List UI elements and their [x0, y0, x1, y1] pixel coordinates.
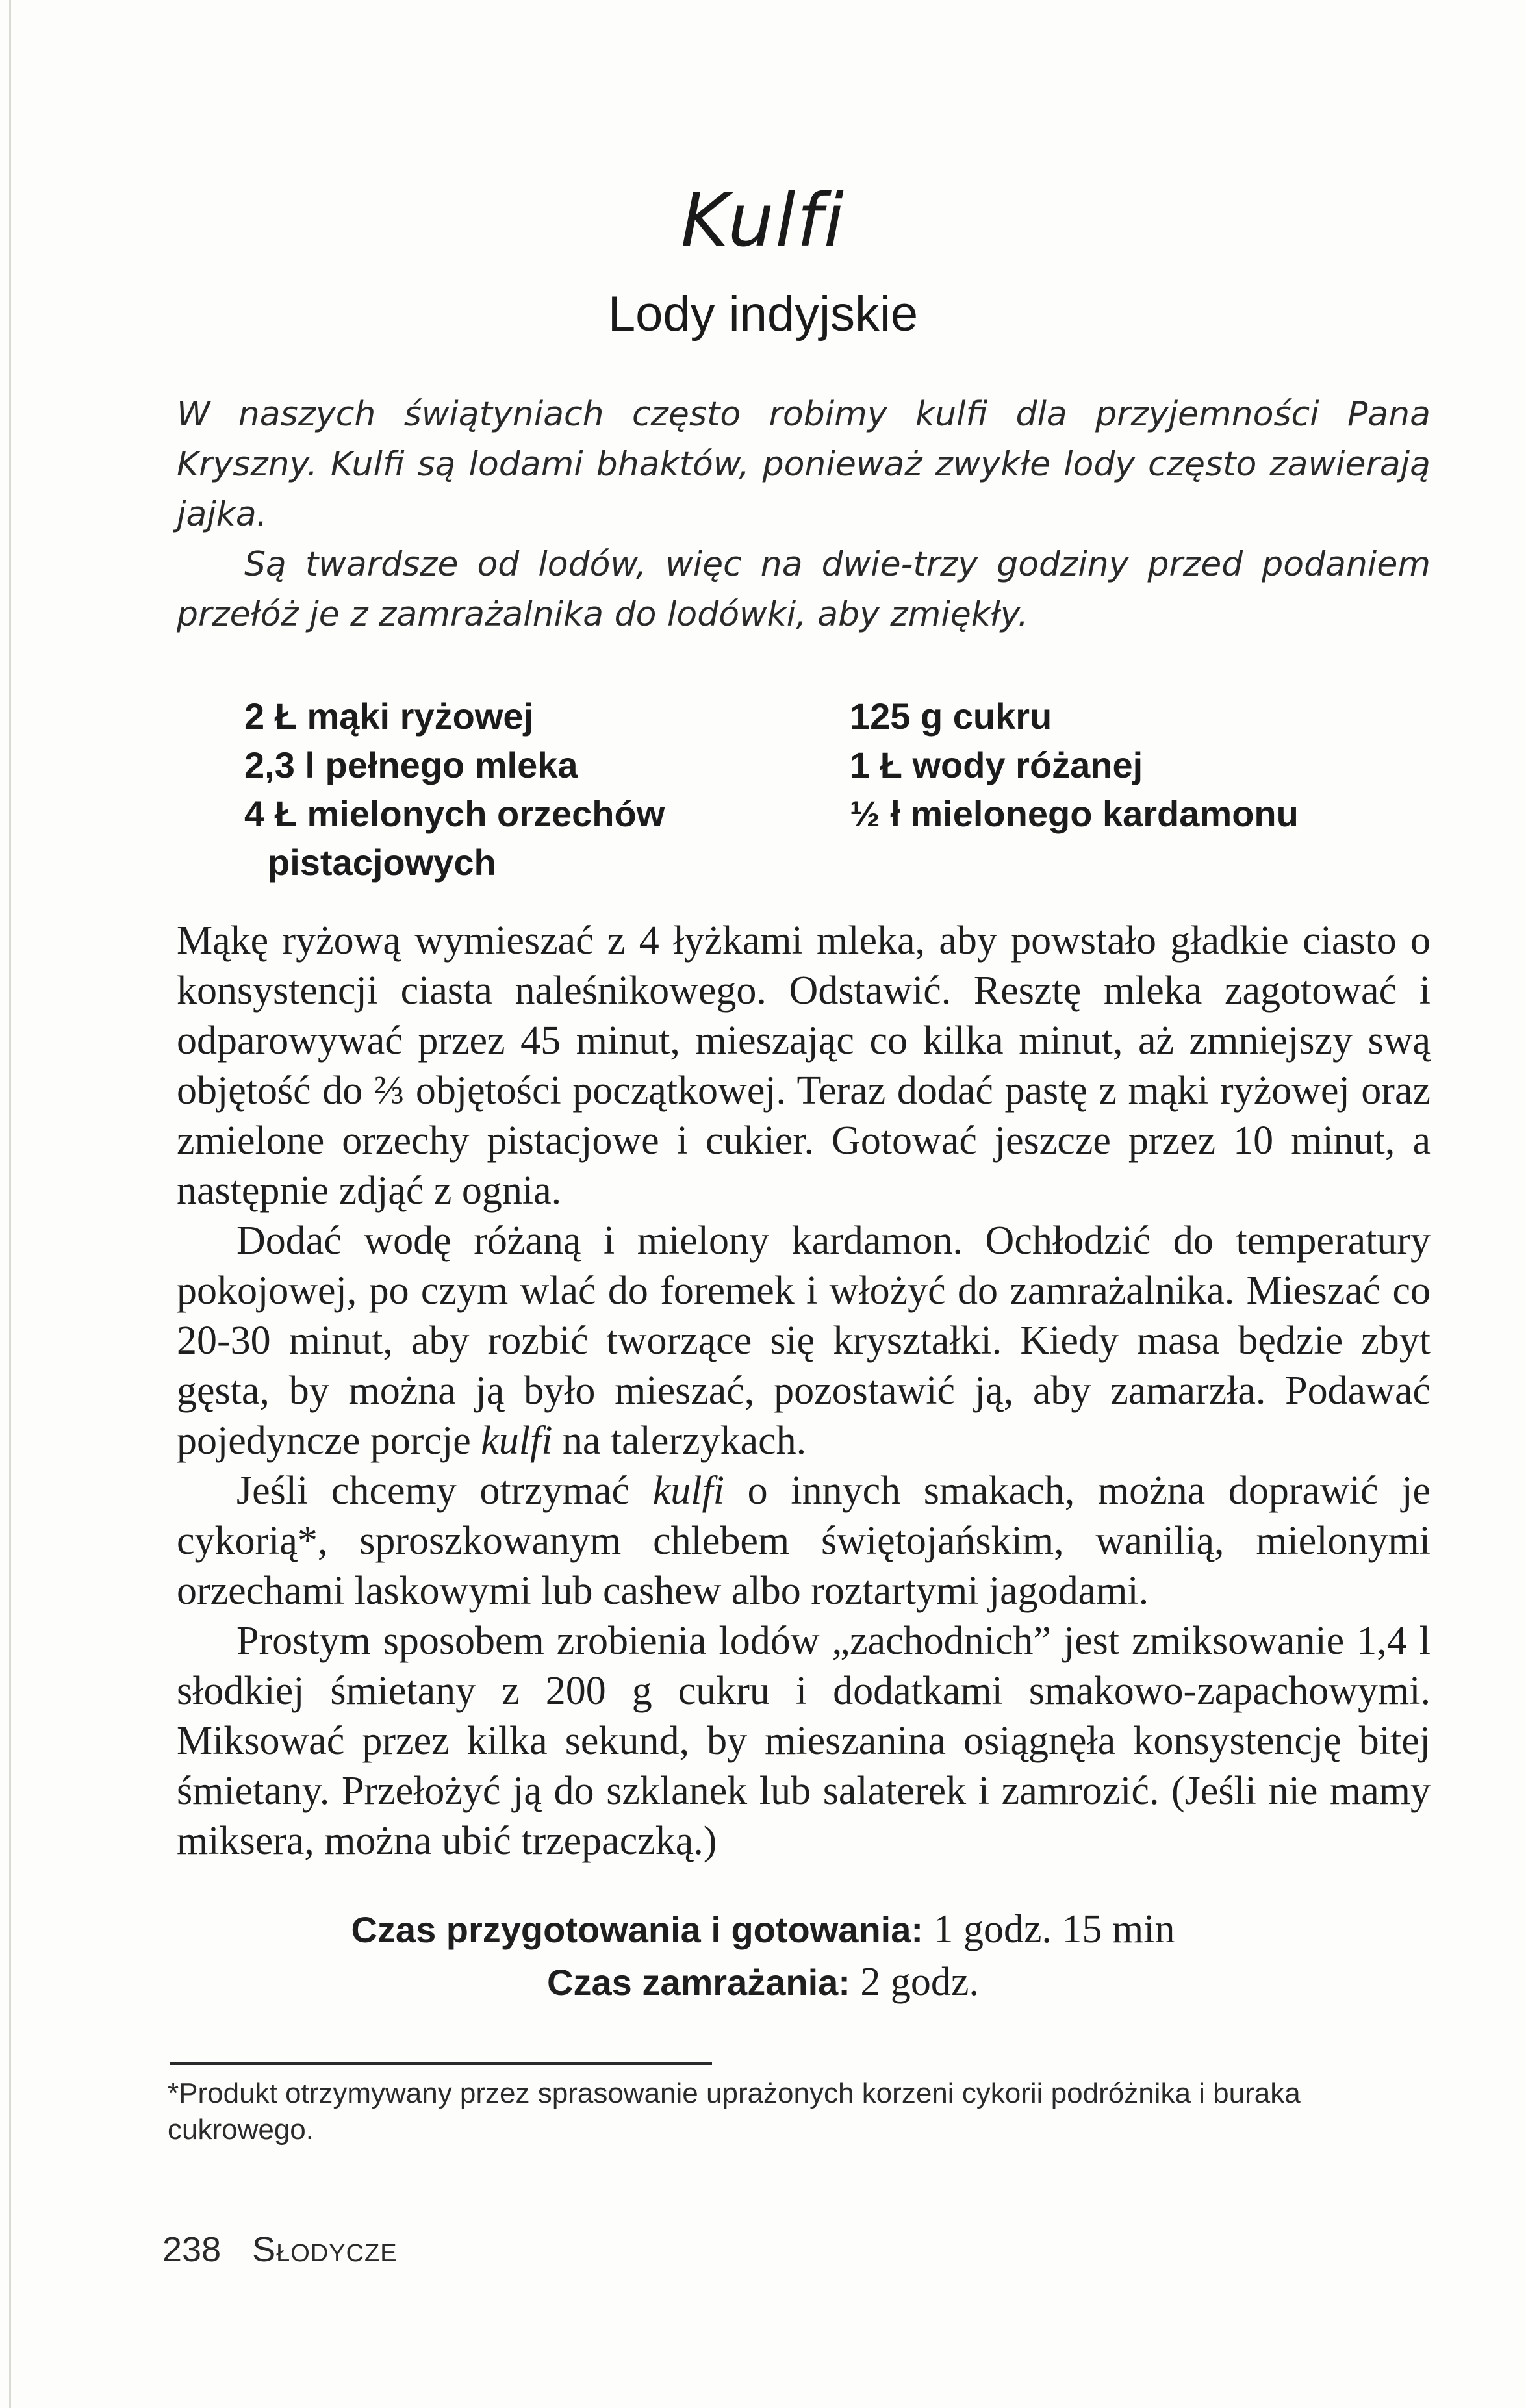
intro-paragraph: Są twardsze od lodów, więc na dwie-trzy godziny przed podaniem przełóż je z zamrażalnika do lodówki, aby zmiękły. — [177, 545, 1431, 634]
page-gutter-line — [9, 0, 11, 2408]
ingredient-continuation-text: pistacjowych — [268, 842, 496, 883]
ingredient-item: ½ ł mielonego kardamonu — [850, 793, 1299, 834]
instruction-text: Jeśli chcemy otrzymać — [236, 1469, 653, 1513]
recipe-subtitle: Lody indyjskie — [607, 286, 919, 342]
ingredient-item: 1 Ł wody różanej — [850, 744, 1143, 785]
prep-time-value: 1 godz. 15 min — [933, 1907, 1175, 1951]
freeze-time-line — [0, 1956, 1526, 2009]
ingredients-list — [244, 692, 1414, 887]
instruction-paragraph — [177, 1216, 1431, 1466]
ingredient-item: 2,3 l pełnego mleka — [244, 744, 578, 785]
ingredient-item-continuation — [244, 838, 803, 887]
intro-paragraph: W naszych świątyniach często robimy kulfi dla przyjemności Pana Kryszny. Kulfi są lodami bhaktów, ponieważ zwykłe lody często zawierają jajka. — [177, 395, 1431, 534]
instruction-text: o innych smakach, można doprawić je cykorią*, sproszkowanym chlebem świętojańskim, wanilią, mielonymi orzechami laskowymi lub cashew albo roztartymi jagodami. — [177, 1469, 1431, 1613]
recipe-title: Kulfi — [680, 179, 846, 263]
instructions-text — [177, 916, 1431, 1866]
freeze-time-label: Czas zamrażania: — [547, 1962, 850, 2003]
ingredient-item: 125 g cukru — [850, 696, 1052, 737]
time-info — [0, 1903, 1526, 2009]
prep-time-label: Czas przygotowania i gotowania: — [351, 1909, 924, 1950]
footnote: *Produkt otrzymywany przez sprasowanie uprażonych korzeni cykorii podróżnika i buraka cukrowego. — [168, 2077, 1301, 2146]
instruction-paragraph: Prostym sposobem zrobienia lodów „zachodnich” jest zmiksowanie 1,4 l słodkiej śmietany z 200 g cukru i dodatkami smakowo-zapachowymi. Miksować przez kilka sekund, by mieszanina osiągnęła konsystencję bitej śmietany. Przełożyć ją do szklanek lub salaterek i zamrozić. (Jeśli nie mamy miksera, można ubić trzepaczką.) — [177, 1619, 1431, 1863]
instruction-emphasis: kulfi — [481, 1419, 553, 1463]
intro-text — [177, 390, 1431, 640]
instruction-text: Dodać wodę różaną i mielony kardamon. Ochłodzić do temperatury pokojowej, po czym wlać do foremek i włożyć do zamrażalnika. Mieszać co 20-30 minut, aby rozbić tworzące się kryształki. Kiedy masa będzie zbyt gęsta, by można ją było mieszać, pozostawić ją, aby zamarzła. Podawać pojedyncze porcje — [177, 1219, 1431, 1463]
instruction-emphasis: kulfi — [652, 1469, 724, 1513]
prep-time-line — [0, 1903, 1526, 1956]
ingredients-column-left — [244, 692, 803, 887]
ingredient-item: 2 Ł mąki ryżowej — [244, 696, 534, 737]
instruction-text: na talerzykach. — [552, 1419, 807, 1463]
instruction-paragraph — [177, 1466, 1431, 1616]
ingredients-column-right — [850, 692, 1408, 838]
section-name: Słodycze — [252, 2230, 398, 2269]
footnote-divider — [170, 2062, 712, 2065]
page-footer — [162, 2229, 398, 2270]
page-number: 238 — [162, 2230, 222, 2269]
ingredient-item: 4 Ł mielonych orzechów — [244, 793, 665, 834]
freeze-time-value: 2 godz. — [860, 1960, 979, 2004]
instruction-paragraph: Mąkę ryżową wymieszać z 4 łyżkami mleka, aby powstało gładkie ciasto o konsystencji ciasta naleśnikowego. Odstawić. Resztę mleka zagotować i odparowywać przez 45 minut, mieszając co kilka minut, aż zmniejszy swą objętość do ⅔ objętości początkowej. Teraz dodać pastę z mąki ryżowej oraz zmielone orzechy pistacjowe i cukier. Gotować jeszcze przez 10 minut, a następnie zdjąć z ognia. — [177, 919, 1431, 1213]
